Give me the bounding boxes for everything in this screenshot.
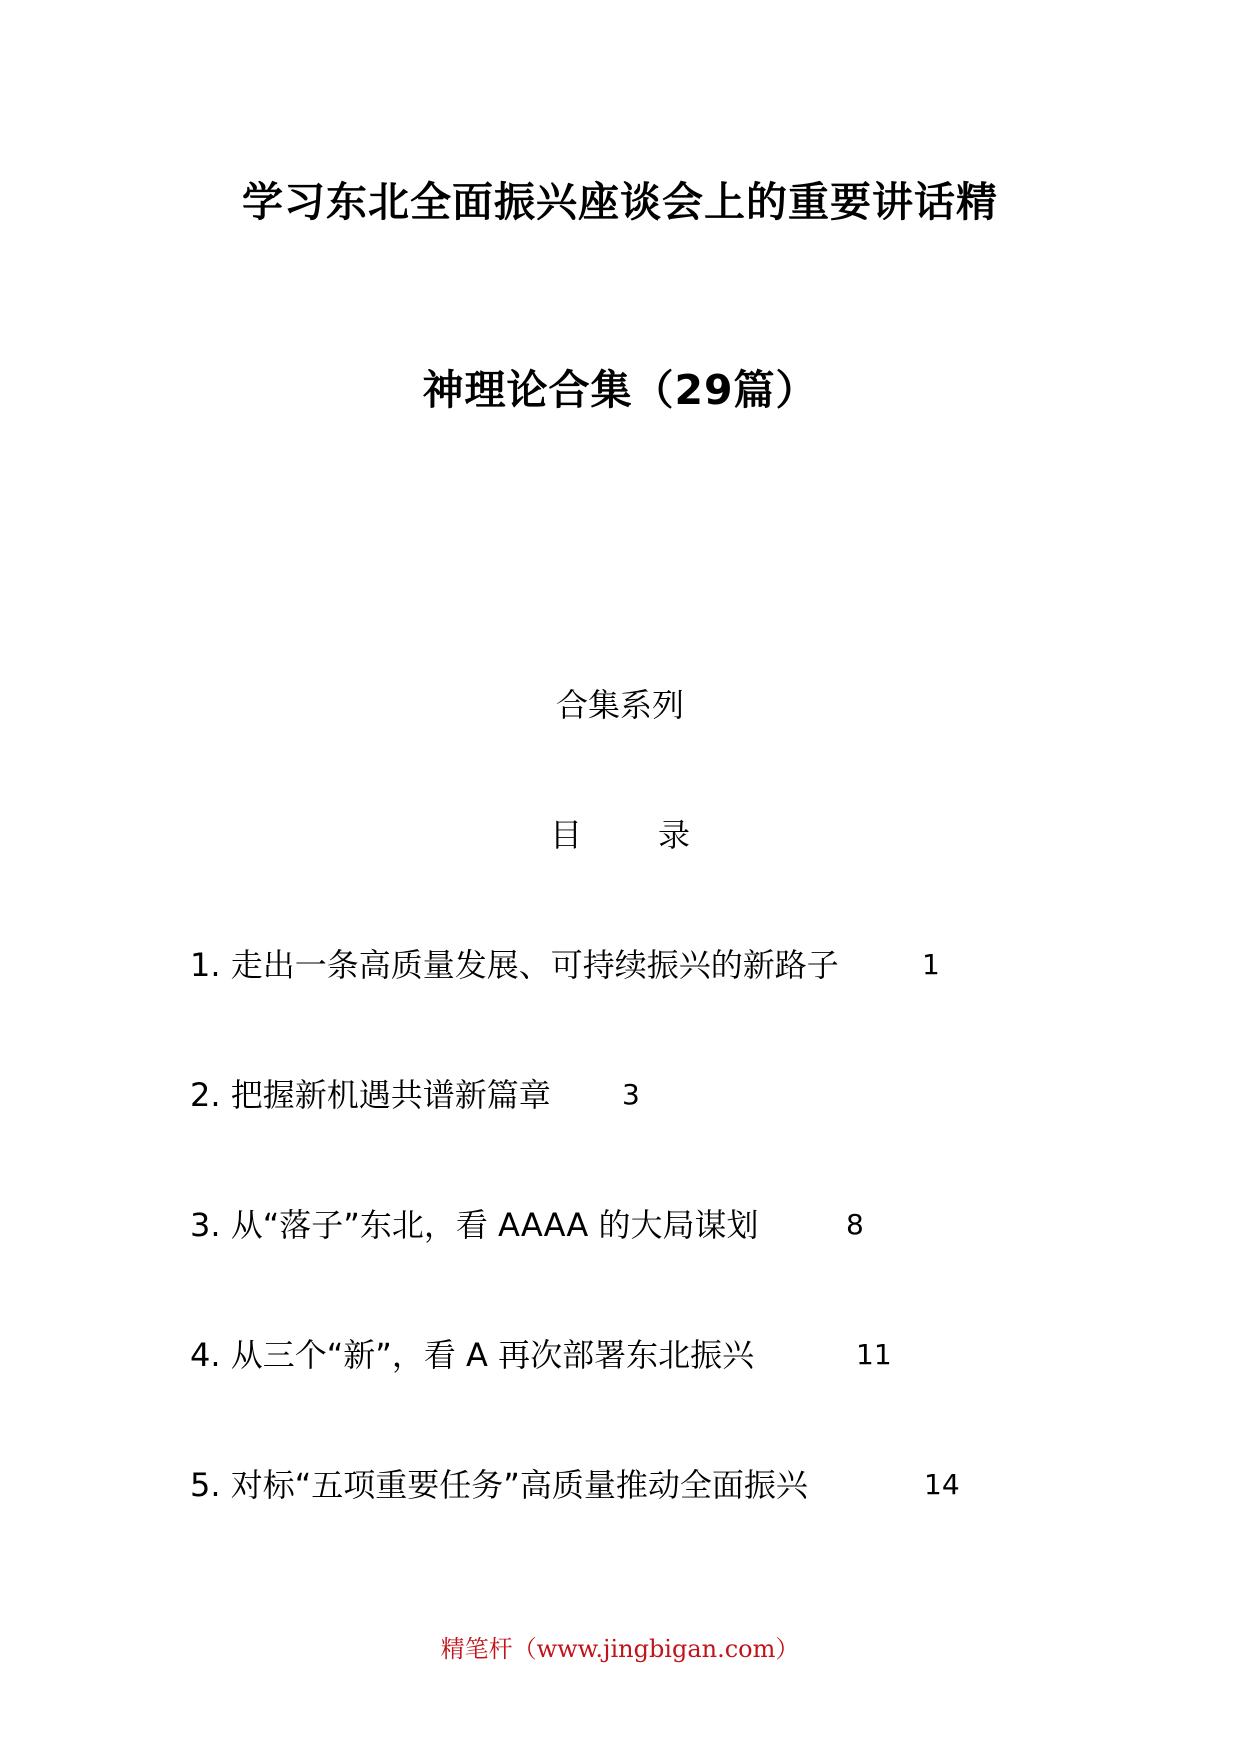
toc-heading-right: 录 bbox=[658, 816, 691, 854]
toc-item-page-number: 8 bbox=[846, 1208, 864, 1241]
toc-item-label: 2. 把握新机遇共谱新篇章 bbox=[190, 1076, 551, 1114]
toc-item[interactable] bbox=[190, 1333, 892, 1377]
series-label: 合集系列 bbox=[555, 686, 684, 724]
toc-item-label: 5. 对标“五项重要任务”高质量推动全面振兴 bbox=[190, 1466, 808, 1504]
toc-item-page-number: 11 bbox=[856, 1338, 892, 1371]
toc-item-label: 4. 从三个“新”，看 A 再次部署东北振兴 bbox=[190, 1336, 755, 1374]
toc-item-page-number: 1 bbox=[922, 948, 940, 981]
toc-item-label: 3. 从“落子”东北，看 AAAA 的大局谋划 bbox=[190, 1206, 759, 1244]
document-title-line-2: 神理论合集（29篇） bbox=[422, 366, 818, 414]
toc-item[interactable] bbox=[190, 943, 940, 987]
document-title-line-1: 学习东北全面振兴座谈会上的重要讲话精 bbox=[242, 178, 998, 226]
toc-item[interactable] bbox=[190, 1463, 960, 1507]
toc-heading-left: 目 bbox=[549, 816, 582, 854]
toc-item-page-number: 3 bbox=[622, 1078, 640, 1111]
toc-item[interactable] bbox=[190, 1203, 864, 1247]
footer-website-link[interactable]: 精笔杆（www.jingbigan.com） bbox=[440, 1635, 800, 1663]
toc-item[interactable] bbox=[190, 1073, 640, 1117]
toc-heading bbox=[0, 813, 1240, 857]
toc-item-page-number: 14 bbox=[924, 1468, 960, 1501]
toc-item-label: 1. 走出一条高质量发展、可持续振兴的新路子 bbox=[190, 946, 839, 984]
